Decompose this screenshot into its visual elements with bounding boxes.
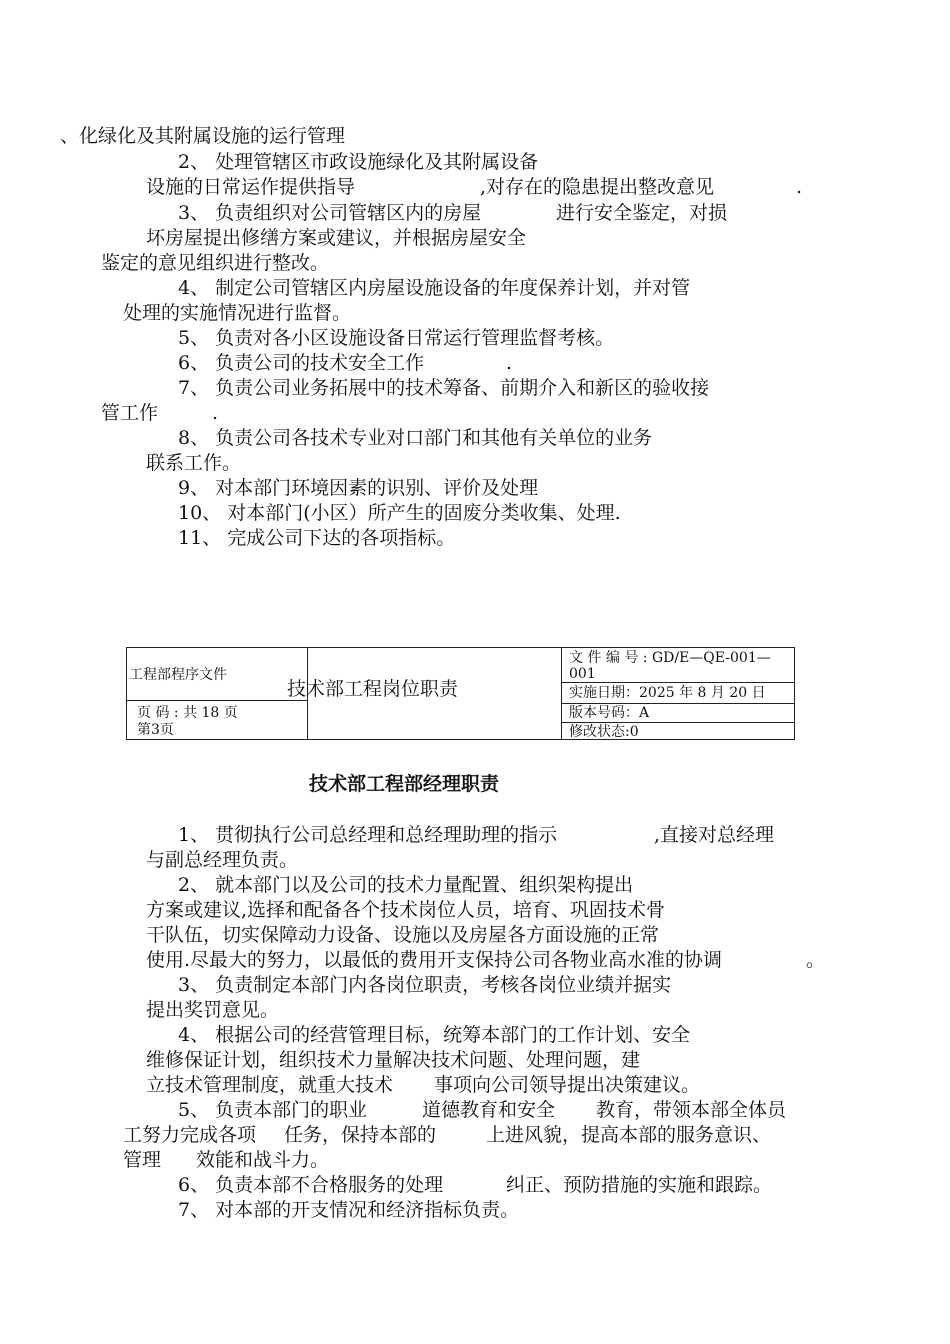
body-line: 道德教育和安全	[422, 1099, 556, 1121]
body-line: 设施的日常运作提供指导	[146, 176, 356, 198]
body-line: 7、 负责公司业务拓展中的技术筹备、前期介入和新区的验收接	[178, 377, 710, 399]
doc-number-cell: 文 件 编 号 : GD/E—QE-001—	[569, 650, 771, 666]
body-line: 事项向公司领导提出决策建议。	[434, 1074, 701, 1096]
doc-number-cell-cont: 001	[569, 666, 596, 682]
body-line: 效能和战斗力。	[196, 1149, 330, 1171]
body-line: 1、 贯彻执行公司总经理和总经理助理的指示	[178, 824, 558, 846]
body-line: .	[212, 402, 219, 424]
body-line: 干队伍，切实保障动力设备、设施以及房屋各方面设施的正常	[146, 924, 660, 946]
body-line: 3、 负责组织对公司管辖区内的房屋	[178, 202, 482, 224]
body-line: 7、 对本部的开支情况和经济指标负责。	[178, 1199, 520, 1221]
body-line: 维修保证计划，组织技术力量解决技术问题、处理问题，建	[146, 1049, 641, 1071]
body-line: .	[506, 352, 513, 374]
body-line: 。	[806, 949, 826, 971]
body-line: ,对存在的隐患提出整改意见	[480, 176, 715, 198]
body-line: 5、 负责对各小区设施设备日常运行管理监督考核。	[178, 327, 615, 349]
dept-cell: 工程部程序文件	[129, 667, 227, 683]
body-line: 、化绿化及其附属设施的运行管理	[60, 125, 346, 147]
body-line: 与副总经理负责。	[146, 849, 299, 871]
body-line: 3、 负责制定本部门内各岗位职责，考核各岗位业绩并据实	[178, 974, 672, 996]
body-line: 纠正、预防措施的实施和跟踪。	[506, 1174, 773, 1196]
body-line: 5、 负责本部门的职业	[178, 1099, 368, 1121]
body-line: 10、 对本部门(小区）所产生的固废分类收集、处理.	[178, 502, 621, 524]
revision-status-cell: 修改状态:0	[569, 724, 639, 740]
doc-title-cell: 技术部工程岗位职责	[287, 678, 459, 700]
body-line: 处理的实施情况进行监督。	[123, 302, 352, 324]
body-line: 立技术管理制度，就重大技术	[146, 1074, 394, 1096]
body-line: 进行安全鉴定，对损	[556, 202, 728, 224]
body-line: .	[796, 176, 803, 198]
body-line: 6、 负责本部不合格服务的处理	[178, 1174, 444, 1196]
body-line: 联系工作。	[146, 452, 242, 474]
body-line: 鉴定的意见组织进行整改。	[101, 252, 330, 274]
document-header-table	[126, 647, 795, 740]
page-number-cell: 第3页	[137, 722, 174, 738]
body-line: 4、 制定公司管辖区内房屋设施设备的年度保养计划，并对管	[178, 277, 691, 299]
body-line: 8、 负责公司各技术专业对口部门和其他有关单位的业务	[178, 427, 653, 449]
body-line: 11、 完成公司下达的各项指标。	[178, 527, 456, 549]
body-line: 方案或建议,选择和配备各个技术岗位人员，培育、巩固技术骨	[146, 899, 666, 921]
body-line: 管理	[123, 1149, 162, 1171]
body-line: 使用.尽最大的努力，以最低的费用开支保持公司各物业高水准的协调	[146, 949, 723, 971]
body-line: 教育，带领本部全体员	[596, 1099, 787, 1121]
section-heading: 技术部工程部经理职责	[309, 773, 500, 795]
body-line: ,直接对总经理	[654, 824, 775, 846]
body-line: 坏房屋提出修缮方案或建议，并根据房屋安全	[146, 227, 527, 249]
body-line: 工努力完成各项	[123, 1124, 257, 1146]
body-line: 2、 处理管辖区市政设施绿化及其附属设备	[178, 151, 539, 173]
impl-date-cell: 实施日期：2025 年 8 月 20 日	[569, 685, 766, 701]
body-line: 任务，保持本部的	[284, 1124, 437, 1146]
body-line: 4、 根据公司的经营管理目标，统筹本部门的工作计划、安全	[178, 1024, 691, 1046]
body-line: 上进风貌，提高本部的服务意识、	[486, 1124, 772, 1146]
body-line: 9、 对本部门环境因素的识别、评价及处理	[178, 477, 539, 499]
body-line: 2、 就本部门以及公司的技术力量配置、组织架构提出	[178, 874, 634, 896]
body-line: 管工作	[101, 402, 159, 424]
body-line: 6、 负责公司的技术安全工作	[178, 352, 425, 374]
page-count-cell: 页 码 : 共 18 页	[137, 705, 238, 721]
version-cell: 版本号码：A	[569, 705, 650, 721]
body-line: 提出奖罚意见。	[146, 999, 280, 1021]
